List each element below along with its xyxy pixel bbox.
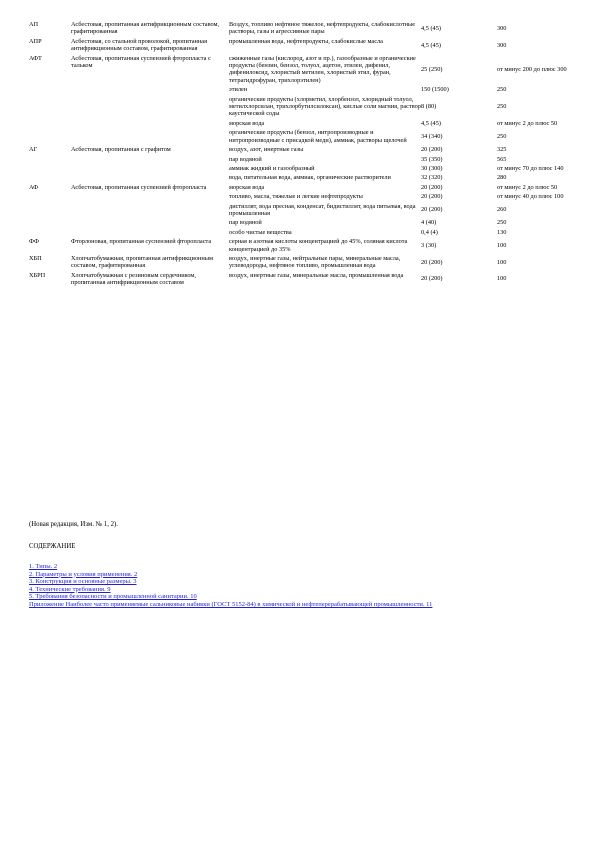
- temperature-cell: 325: [497, 146, 507, 154]
- table-row: [29, 37, 569, 54]
- table-row: [29, 192, 569, 201]
- temperature-cell: от минус 40 до плюс 100: [497, 193, 564, 201]
- packing-description-cell: [71, 228, 229, 237]
- pressure-cell: 25 (250): [421, 65, 443, 73]
- pressure-cell: 4,5 (45): [421, 41, 441, 49]
- packing-description-cell: Фторлоновая, пропитанная суспензией фторопласта: [71, 238, 212, 246]
- packing-description-cell: [71, 164, 229, 173]
- working-medium-cell: вода, питательная вода, аммиак, органические растворители: [229, 174, 391, 182]
- working-medium-cell: особо чистые вещества: [229, 228, 292, 236]
- packing-description-cell: [71, 218, 229, 227]
- table-row: [29, 173, 569, 182]
- pressure-cell: 4,5 (45): [421, 24, 441, 32]
- temperature-cell: 250: [497, 103, 507, 111]
- table-row: [29, 95, 569, 119]
- packing-description-cell: [71, 155, 229, 164]
- temperature-cell: 300: [497, 24, 507, 32]
- working-medium-cell: сжиженные газы (кислород, азот и пр.), газообразные и органические продукты (бензин, бензол, толуол, ацетон, этилен, дифенил, дифенилоксид, хлористый метилен, хлористый этил, фуран, тетрагидрофуран, трихлорэтилен): [229, 54, 416, 84]
- working-medium-cell: воздух, инертные газы, нейтральные пары, минеральные масла, углеводороды, нефтяное топливо, промышленная вода: [229, 254, 401, 270]
- revision-note: (Новая редакция, Изм. № 1, 2).: [29, 521, 118, 528]
- toc-link[interactable]: 5. Требования безопасности и промышленной санитарии. 10: [29, 593, 197, 601]
- pressure-cell: 3 (30): [421, 241, 437, 249]
- pressure-cell: 30 (300): [421, 164, 443, 172]
- packing-description-cell: [71, 119, 229, 128]
- working-medium-cell: морская вода: [229, 119, 265, 127]
- temperature-cell: 250: [497, 86, 507, 94]
- packing-mark-cell: АФ: [29, 183, 39, 191]
- packing-mark-cell: [29, 128, 71, 145]
- temperature-cell: от минус 200 до плюс 300: [497, 65, 567, 73]
- pressure-cell: 4,5 (45): [421, 119, 441, 127]
- temperature-cell: 250: [497, 219, 507, 227]
- temperature-cell: 100: [497, 275, 507, 283]
- table-row: [29, 183, 569, 192]
- toc-title: СОДЕРЖАНИЕ: [29, 543, 76, 550]
- packing-description-cell: [71, 85, 229, 94]
- table-row: [29, 85, 569, 94]
- pressure-cell: 20 (200): [421, 193, 443, 201]
- table-row: [29, 54, 569, 86]
- table-row: [29, 218, 569, 227]
- packing-mark-cell: АФТ: [29, 54, 42, 62]
- toc-link[interactable]: 4. Технические требования. 9: [29, 585, 111, 593]
- working-medium-cell: воздух, инертные газы, минеральные масла, промышленная вода: [229, 271, 404, 279]
- packing-mark-cell: [29, 95, 71, 119]
- pressure-cell: 20 (200): [421, 146, 443, 154]
- working-medium-cell: промышленная вода, нефтепродукты, слабокислые масла: [229, 37, 383, 45]
- working-medium-cell: пар водяной: [229, 219, 262, 227]
- packing-mark-cell: [29, 119, 71, 128]
- packing-mark-cell: [29, 155, 71, 164]
- table-row: [29, 202, 569, 219]
- packing-mark-cell: [29, 218, 71, 227]
- packing-mark-cell: АП: [29, 21, 39, 28]
- packing-description-cell: [71, 95, 229, 119]
- pressure-cell: 8 (80): [421, 103, 437, 111]
- temperature-cell: 565: [497, 155, 507, 163]
- pressure-cell: 32 (320): [421, 174, 443, 182]
- temperature-cell: 250: [497, 132, 507, 140]
- table-row: [29, 20, 569, 37]
- working-medium-cell: воздух, азот, инертные газы: [229, 146, 304, 154]
- pressure-cell: 4 (40): [421, 219, 437, 227]
- toc-link[interactable]: 1. Типы. 2: [29, 563, 58, 570]
- packing-description-cell: [71, 173, 229, 182]
- temperature-cell: 260: [497, 206, 507, 214]
- working-medium-cell: пар водяной: [229, 155, 262, 163]
- packing-mark-cell: [29, 192, 71, 201]
- packing-description-cell: Хлопчатобумажная, пропитанная антифрикционным составом, графитированная: [71, 254, 213, 270]
- working-medium-cell: аммиак жидкий и газообразный: [229, 164, 315, 172]
- pressure-cell: 20 (200): [421, 206, 443, 214]
- toc-link[interactable]: Приложение Наиболее часто применяемые сальниковые набивки (ГОСТ 5152-84) в химической и нефтеперерабатывающей промышленности. 11: [29, 600, 433, 608]
- pressure-cell: 20 (200): [421, 258, 443, 266]
- packing-mark-cell: [29, 228, 71, 237]
- packing-mark-cell: ХБРП: [29, 271, 46, 279]
- temperature-cell: от минус 70 до плюс 140: [497, 164, 564, 172]
- temperature-cell: от минус 2 до плюс 50: [497, 119, 558, 127]
- working-medium-cell: серная и азотная кислоты концентрацией до 45%, соляная кислота концентрацией до 35%: [229, 238, 408, 253]
- table-row: [29, 119, 569, 128]
- packing-mark-cell: [29, 173, 71, 182]
- table-row: [29, 145, 569, 154]
- packing-description-cell: [71, 192, 229, 201]
- working-medium-cell: Воздух, топливо нефтяное тяжелое, нефтепродукты, слабокислотные растворы, газы и агрессивные пары: [229, 21, 415, 36]
- temperature-cell: от минус 2 до плюс 50: [497, 183, 558, 191]
- packing-spec-table: [29, 20, 569, 288]
- packing-mark-cell: АГ: [29, 146, 38, 154]
- working-medium-cell: органические продукты (хлорметил, хлорбензол, хлоридный толуол, метилхлорсилан, трихлорбутилсилоксан), кислые соли магния, раствор каустической соды: [229, 95, 421, 118]
- table-row: [29, 271, 569, 288]
- packing-mark-cell: [29, 164, 71, 173]
- pressure-cell: 150 (1500): [421, 86, 449, 94]
- packing-mark-cell: [29, 202, 71, 219]
- packing-mark-cell: АПР: [29, 37, 42, 45]
- packing-description-cell: [71, 128, 229, 145]
- working-medium-cell: топливо, масла, тяжелые и легкие нефтепродукты: [229, 193, 363, 201]
- packing-mark-cell: ФФ: [29, 238, 39, 246]
- pressure-cell: 20 (200): [421, 183, 443, 191]
- table-row: [29, 254, 569, 271]
- pressure-cell: 0,4 (4): [421, 228, 438, 236]
- pressure-cell: 35 (350): [421, 155, 443, 163]
- table-row: [29, 164, 569, 173]
- packing-description-cell: Асбестовая, пропитанная с графитом: [71, 146, 171, 154]
- temperature-cell: 280: [497, 174, 507, 182]
- toc-link[interactable]: 3. Конструкция и основные размеры. 3: [29, 578, 137, 586]
- pressure-cell: 34 (340): [421, 132, 443, 140]
- packing-description-cell: Асбестовая, пропитанная антифрикционным составом, графитированная: [71, 21, 220, 36]
- temperature-cell: 100: [497, 258, 507, 266]
- toc-link[interactable]: 2. Параметры и условия применения. 2: [29, 570, 138, 578]
- packing-mark-cell: [29, 85, 71, 94]
- working-medium-cell: этилен: [229, 86, 248, 94]
- packing-description-cell: [71, 202, 229, 219]
- table-row: [29, 128, 569, 145]
- table-of-contents: [29, 563, 432, 609]
- table-row: [29, 155, 569, 164]
- temperature-cell: 100: [497, 241, 507, 249]
- pressure-cell: 20 (200): [421, 275, 443, 283]
- table-row: [29, 237, 569, 254]
- table-row: [29, 228, 569, 237]
- working-medium-cell: органические продукты (бензол, нитропроизводные и нитропроизводные с присадкой меди), аммиак, растворы щелочей: [229, 129, 407, 144]
- working-medium-cell: морская вода: [229, 183, 265, 191]
- temperature-cell: 130: [497, 228, 507, 236]
- temperature-cell: 300: [497, 41, 507, 49]
- packing-description-cell: Асбестовая, пропитанная суспензией фторопласта с тальком: [71, 54, 211, 70]
- packing-description-cell: Асбестовая, со стальной проволокой, пропитанная антифрикционным составом, графитированная: [71, 37, 207, 53]
- packing-mark-cell: ХБП: [29, 254, 42, 262]
- packing-description-cell: Асбестовая, пропитанная суспензией фторопласта: [71, 183, 207, 191]
- packing-description-cell: Хлопчатобумажная с резиновым сердечником, пропитанная антифрикционным составом: [71, 271, 196, 287]
- working-medium-cell: дистиллят, вода пресная, конденсат, бидистиллят, вода питьевая, вода промышленная: [229, 202, 416, 217]
